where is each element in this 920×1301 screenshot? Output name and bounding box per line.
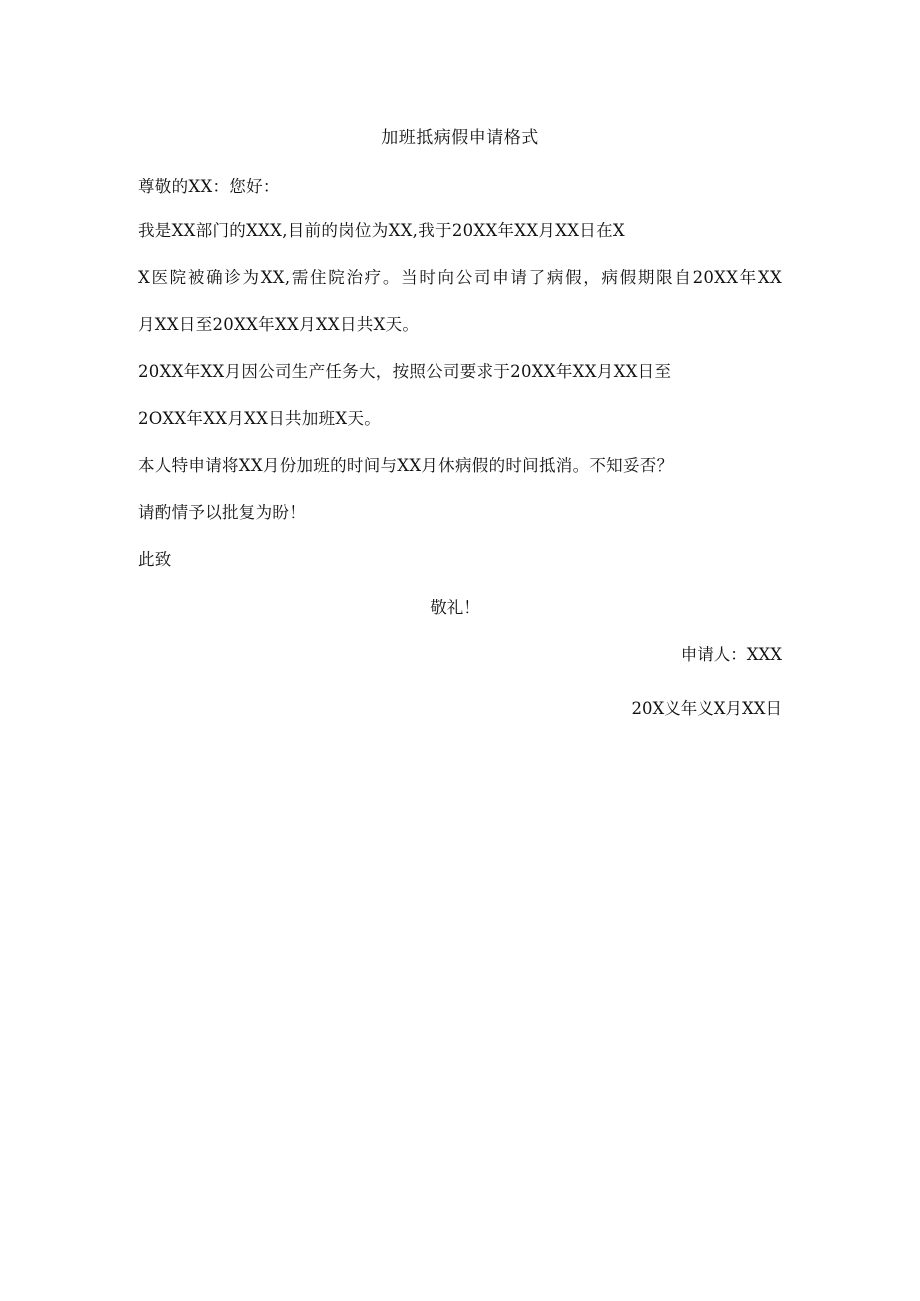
body-line-8: 此致 — [138, 550, 172, 569]
document-title: 加班抵病假申请格式 — [381, 128, 539, 148]
body-line-7: 请酌情予以批复为盼！ — [138, 503, 306, 522]
body-line-6: 本人特申请将XX月份加班的时间与XX月休病假的时间抵消。不知妥否？ — [138, 456, 674, 475]
salutation: 尊敬的XX：您好： — [138, 177, 280, 196]
body-line-2: X医院被确诊为XX,需住院治疗。当时向公司申请了病假，病假期限自20XX年XX — [138, 268, 782, 287]
body-line-4: 20XX年XX月因公司生产任务大，按照公司要求于20XX年XX月XX日至 — [138, 362, 672, 381]
body-line-3: 月XX日至20XX年XX月XX日共X天。 — [138, 315, 420, 334]
body-line-5: 2OXX年XX月XX日共加班X天。 — [138, 409, 382, 428]
applicant-signature: 申请人：XXX — [680, 645, 782, 664]
document-date: 20X义年义X月XX日 — [631, 699, 782, 718]
closing-salute: 敬礼！ — [430, 598, 480, 617]
body-line-1: 我是XX部门的XXX,目前的岗位为XX,我于20XX年XX月XX日在X — [138, 221, 625, 240]
